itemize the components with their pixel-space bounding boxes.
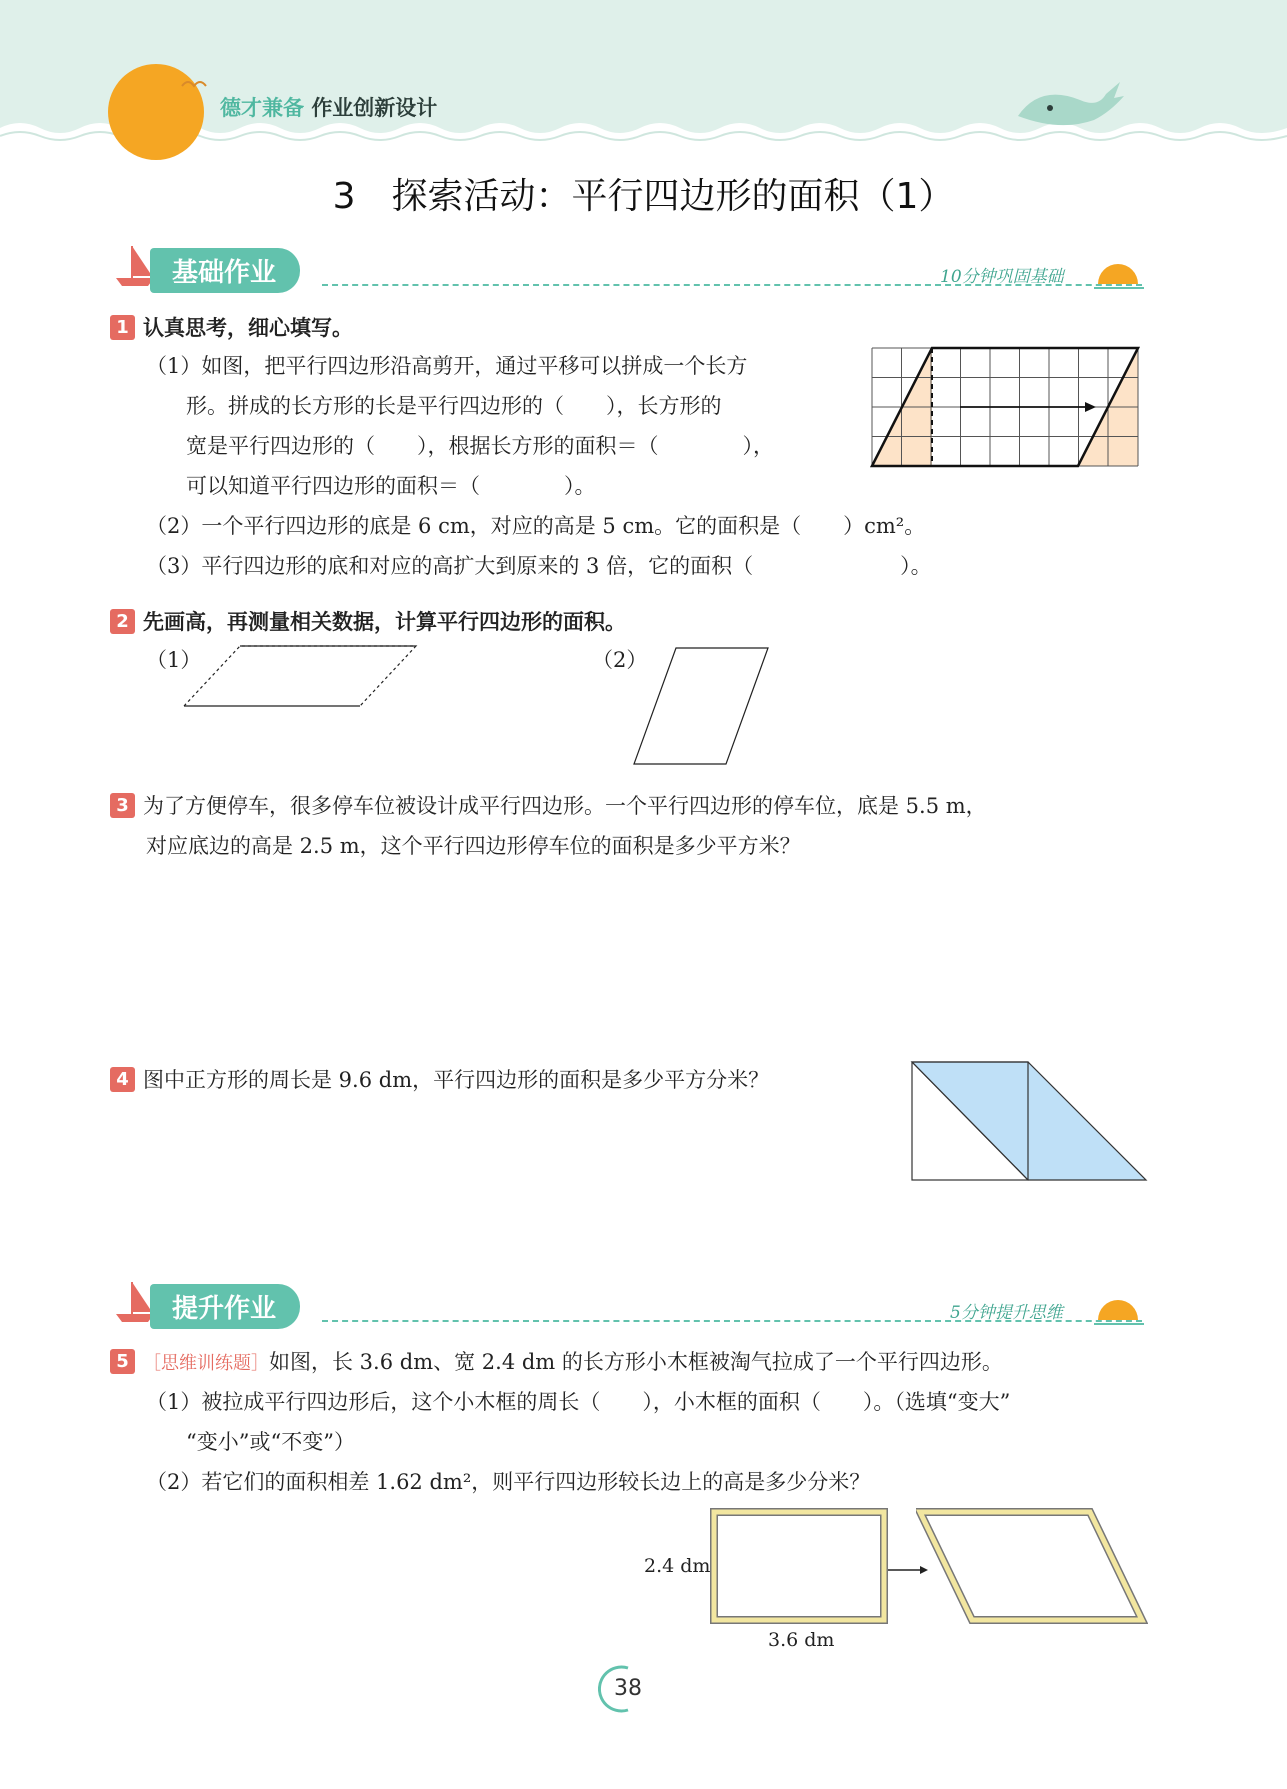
q5-line1 — [110, 1342, 1003, 1384]
question-4-number: 4 — [110, 1067, 135, 1092]
question-5-number: 5 — [110, 1349, 135, 1374]
q1-part1-line4: 可以知道平行四边形的面积＝（ ）。 — [186, 474, 596, 498]
sunset-icon-2 — [1092, 1290, 1148, 1330]
bird-icon — [180, 74, 220, 94]
question-2-heading — [110, 606, 626, 636]
section-advanced-label: 提升作业 — [150, 1284, 300, 1329]
page-title: 3 探索活动：平行四边形的面积（1） — [332, 176, 955, 217]
q3-line1 — [110, 786, 987, 826]
q1-part1-line3: 宽是平行四边形的（ ），根据长方形的面积＝（ ）， — [186, 434, 774, 458]
q2-parallelogram-2 — [630, 644, 772, 768]
q1-grid-figure — [870, 346, 1140, 470]
q2-parallelogram-1 — [180, 642, 420, 712]
q2-label-2: （2） — [592, 648, 648, 672]
q1-part1-line1: （1）如图，把平行四边形沿高剪开，通过平移可以拼成一个长方 — [146, 354, 748, 378]
brand-part2: 作业创新设计 — [311, 96, 438, 120]
question-1-number: 1 — [110, 315, 135, 340]
q1-part3: （3）平行四边形的底和对应的高扩大到原来的 3 倍，它的面积（ ）。 — [146, 554, 932, 578]
q2-label-1: （1） — [146, 648, 202, 672]
q5-height-label: 2.4 dm — [644, 1555, 711, 1577]
q5-rectangle-frame — [710, 1508, 888, 1624]
q1-part2: （2）一个平行四边形的底是 6 cm，对应的高是 5 cm。它的面积是（ ）cm²。 — [146, 514, 926, 538]
q5-part1-line1: （1）被拉成平行四边形后，这个小木框的周长（ ），小木框的面积（ ）。（选填“变大” — [146, 1390, 1011, 1414]
q5-parallelogram-frame — [916, 1508, 1148, 1624]
brand-part1: 德才兼备 — [220, 96, 304, 120]
question-2-number: 2 — [110, 609, 135, 634]
question-3-number: 3 — [110, 793, 135, 818]
q1-part1-line2: 形。拼成的长方形的长是平行四边形的（ ），长方形的 — [186, 394, 722, 418]
q3-text-1: 为了方便停车，很多停车位被设计成平行四边形。一个平行四边形的停车位，底是 5.5 m， — [143, 794, 987, 818]
whale-icon — [1010, 72, 1130, 134]
page-number: 38 — [614, 1676, 642, 1701]
q4-square-parallelogram-figure — [910, 1060, 1150, 1184]
q5-text: 如图，长 3.6 dm、宽 2.4 dm 的长方形小木框被淘气拉成了一个平行四边形。 — [269, 1350, 1003, 1374]
q5-part1-line2: “变小”或“不变”） — [186, 1430, 355, 1454]
question-1-heading — [110, 312, 353, 342]
q5-part2: （2）若它们的面积相差 1.62 dm²，则平行四边形较长边上的高是多少分米？ — [146, 1470, 871, 1494]
section-basic-label: 基础作业 — [150, 248, 300, 293]
q5-width-label: 3.6 dm — [768, 1629, 835, 1651]
q5-tag: ［思维训练题］ — [143, 1353, 269, 1374]
question-1-prompt: 认真思考，细心填写。 — [143, 316, 353, 340]
brand-title — [220, 92, 437, 122]
question-2-prompt: 先画高，再测量相关数据，计算平行四边形的面积。 — [143, 610, 626, 634]
section-advanced-note: 5分钟提升思维 — [950, 1303, 1063, 1323]
q4-line1 — [110, 1060, 769, 1100]
section-basic-note: 10分钟巩固基础 — [940, 267, 1064, 287]
q4-text: 图中正方形的周长是 9.6 dm，平行四边形的面积是多少平方分米？ — [143, 1068, 770, 1092]
q3-line2: 对应底边的高是 2.5 m，这个平行四边形停车位的面积是多少平方米？ — [146, 834, 801, 858]
sunset-icon — [1092, 254, 1148, 294]
